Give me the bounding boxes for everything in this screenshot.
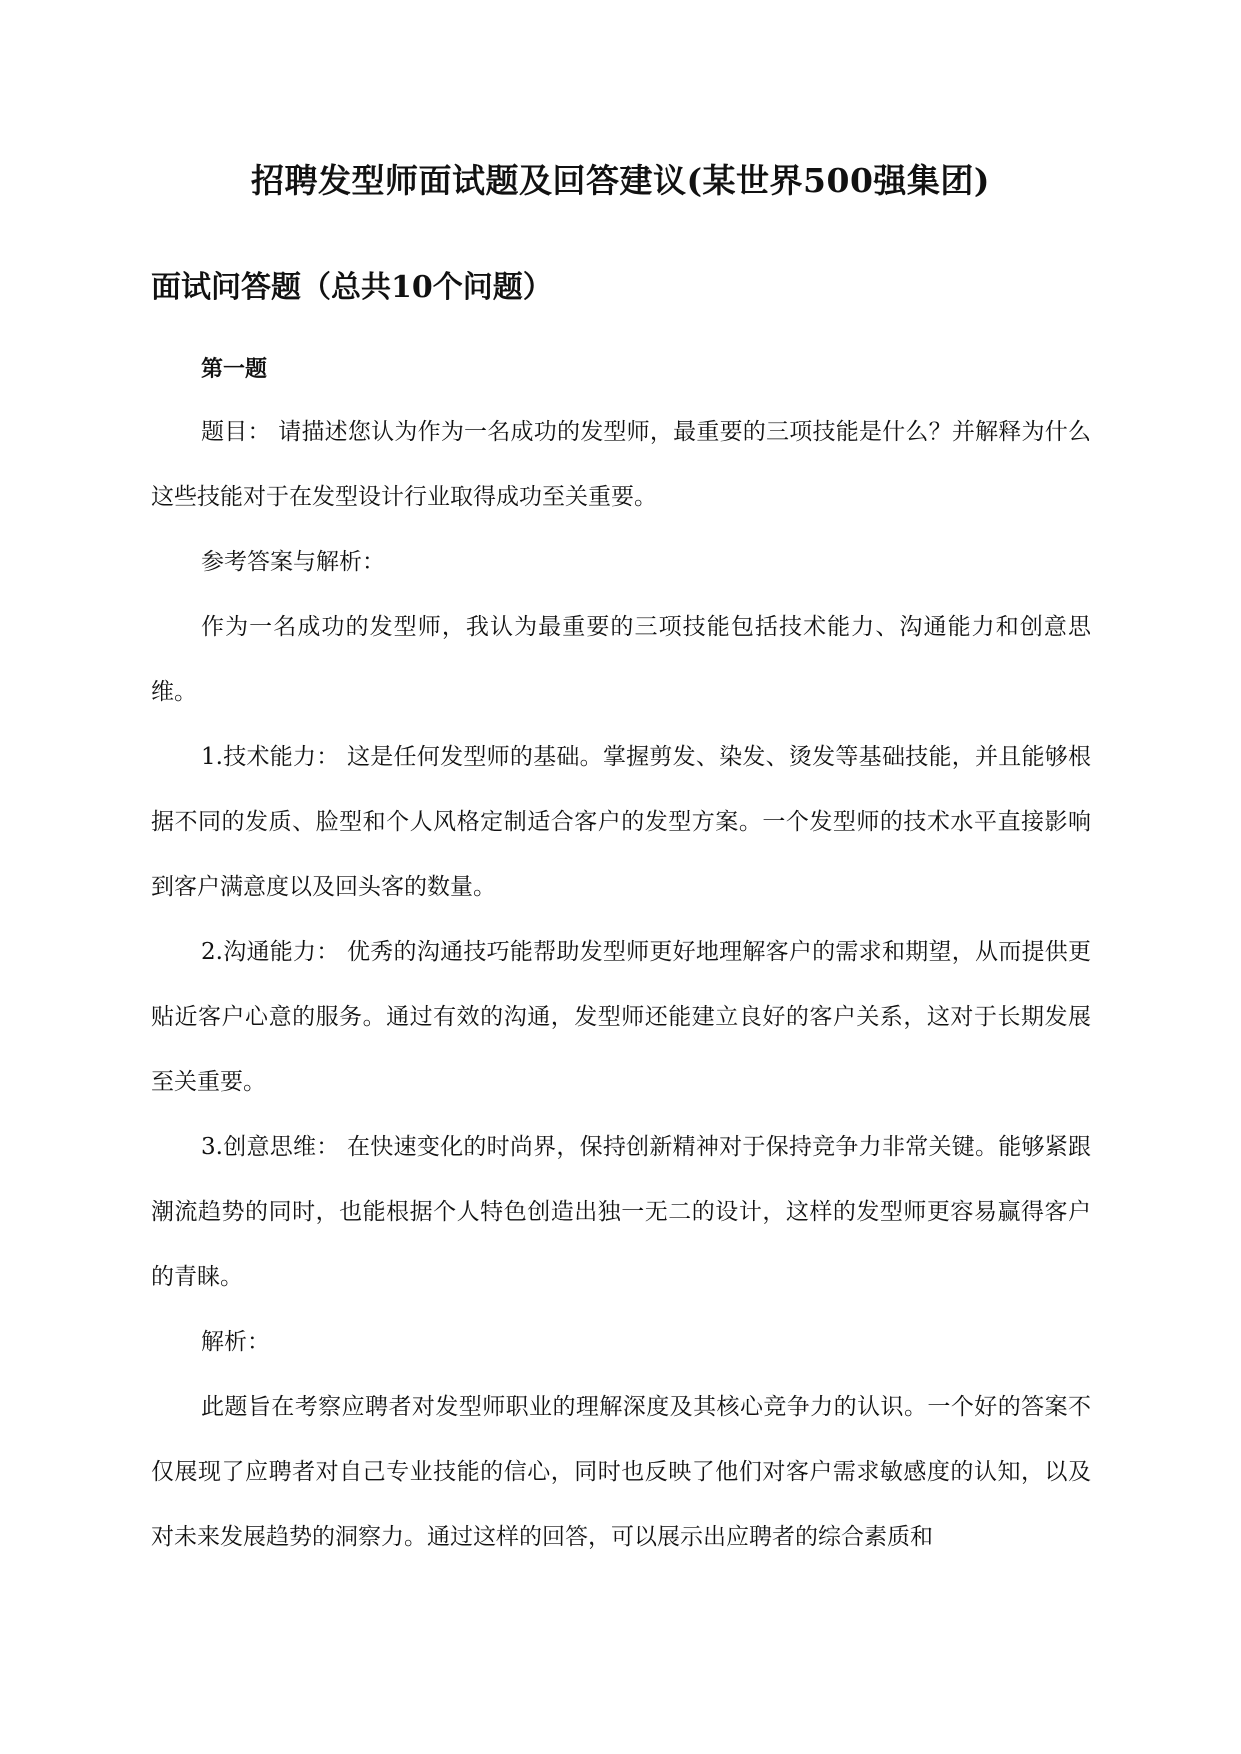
question-text: 题目： 请描述您认为作为一名成功的发型师，最重要的三项技能是什么？并解释为什么这些技能对于在发型设计行业取得成功至关重要。 (151, 419, 1091, 510)
answer-intro: 作为一名成功的发型师，我认为最重要的三项技能包括技术能力、沟通能力和创意思维。 (151, 614, 1091, 705)
reference-answer-label: 参考答案与解析： (201, 549, 385, 575)
document-title: 招聘发型师面试题及回答建议(某世界500强集团) (250, 161, 991, 200)
skill-paragraph-communication: 2.沟通能力： 优秀的沟通技巧能帮助发型师更好地理解客户的需求和期望，从而提供更贴近客户心意的服务。通过有效的沟通，发型师还能建立良好的客户关系，这对于长期发展至关重要。 (151, 939, 1091, 1095)
analysis-label: 解析： (201, 1329, 270, 1355)
question-heading: 第一题 (201, 356, 268, 382)
skill-paragraph-technical: 1.技术能力： 这是任何发型师的基础。掌握剪发、染发、烫发等基础技能，并且能够根据不同的发质、脸型和个人风格定制适合客户的发型方案。一个发型师的技术水平直接影响到客户满意度以及回头客的数量。 (151, 744, 1091, 900)
section-title: 面试问答题（总共10个问题） (151, 270, 553, 305)
skill-paragraph-creativity: 3.创意思维： 在快速变化的时尚界，保持创新精神对于保持竞争力非常关键。能够紧跟潮流趋势的同时，也能根据个人特色创造出独一无二的设计，这样的发型师更容易赢得客户的青睐。 (151, 1134, 1091, 1290)
analysis-text: 此题旨在考察应聘者对发型师职业的理解深度及其核心竞争力的认识。一个好的答案不仅展现了应聘者对自己专业技能的信心，同时也反映了他们对客户需求敏感度的认知，以及对未来发展趋势的洞察力。通过这样的回答，可以展示出应聘者的综合素质和 (151, 1394, 1091, 1550)
